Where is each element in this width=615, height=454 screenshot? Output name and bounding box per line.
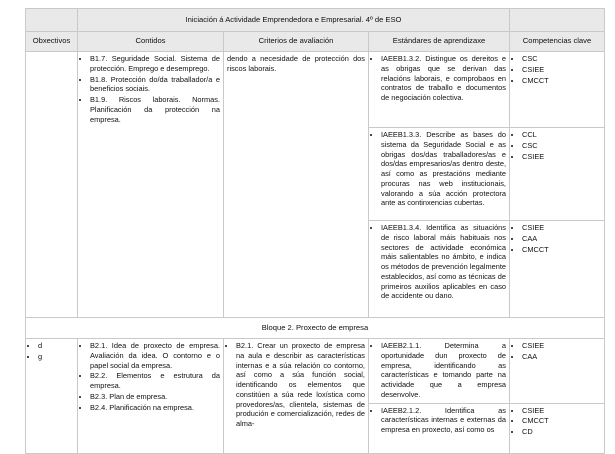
list-item: • CSC: [522, 141, 601, 151]
list-item: • B1.9. Riscos laborais. Normas. Planificación da protección na empresa.: [90, 95, 220, 124]
list-item: • CSIEE: [522, 152, 601, 162]
block-title-row: [26, 318, 605, 339]
list-item: • d: [38, 341, 74, 351]
list-item: • B1.8. Protección do/da traballador/a e beneficios sociais.: [90, 75, 220, 95]
list-item: • CAA: [522, 234, 601, 244]
header-criteria: Criterios de avaliación: [224, 32, 369, 52]
standard-list: [372, 54, 506, 103]
standard-cell: [369, 339, 510, 404]
list-item: • IAEEB1.3.4. Identifica as situacións de risco laboral máis habituais nos sectores de actividade económica máis salientables no ámbito, e indica os métodos de prevención legalmente establecidos, así como as técnicas de primeiros auxilios aplicables en caso de accidente ou dano.: [381, 223, 506, 301]
list-item: • B2.3. Plan de empresa.: [90, 392, 220, 402]
objectives-list: [29, 341, 74, 362]
criteria-list: [227, 341, 365, 429]
competencies-list: [513, 341, 601, 362]
list-item: • CMCCT: [522, 245, 601, 255]
list-item: • B1.7. Seguridade Social. Sistema de protección. Emprego e desemprego.: [90, 54, 220, 74]
list-item: • B2.4. Planificación na empresa.: [90, 403, 220, 413]
competencies-cell: [510, 52, 605, 128]
header-standards: Estándares de aprendizaxe: [369, 32, 510, 52]
contents-cell: [78, 339, 224, 454]
list-item: • CCL: [522, 130, 601, 140]
standard-list: [372, 130, 506, 208]
competencies-cell: [510, 339, 605, 404]
title-row: [26, 9, 605, 32]
contents-cell: [78, 52, 224, 318]
curriculum-table-page: [25, 8, 604, 437]
title-spacer-cell: [26, 9, 78, 32]
standard-cell: [369, 403, 510, 453]
competencies-list: [513, 54, 601, 85]
list-item: • CSIEE: [522, 65, 601, 75]
criteria-cell: dendo a necesidade de protección dos riscos laborais.: [224, 52, 369, 318]
standard-list: [372, 223, 506, 301]
list-item: • IAEEB1.3.2. Distingue os dereitos e as obrigas que se derivan das relacións laborais, e comprobaos en contratos de traballo e documentos de negociación colectiva.: [381, 54, 506, 103]
list-item: • CD: [522, 427, 601, 437]
standard-list: [372, 341, 506, 400]
header-row: [26, 32, 605, 52]
table-title: Iniciación á Actividade Emprendedora e Empresarial. 4º de ESO: [78, 9, 510, 32]
block-2-title: Bloque 2. Proxecto de empresa: [26, 318, 605, 339]
table-row: [26, 52, 605, 128]
competencies-cell: [510, 403, 605, 453]
header-competencies: Competencias clave: [510, 32, 605, 52]
competencies-list: [513, 223, 601, 254]
table-row: [26, 339, 605, 404]
list-item: • CSC: [522, 54, 601, 64]
header-objectives: Obxectivos: [26, 32, 78, 52]
list-item: • g: [38, 352, 74, 362]
title-spacer-cell: [510, 9, 605, 32]
objectives-cell: [26, 339, 78, 454]
list-item: • IAEEB1.3.3. Describe as bases do sistema da Seguridade Social e as obrigas dos/das traballadores/as e dos/das empresarios/as dentro deste, así como as prestacións mediante procuras nas web institucionais, valorando a súa acción protectora ante as continxencias cubertas.: [381, 130, 506, 208]
criteria-cell: [224, 339, 369, 454]
standard-cell: [369, 128, 510, 221]
standard-list: [372, 406, 506, 435]
standard-cell: [369, 221, 510, 318]
competencies-cell: [510, 128, 605, 221]
list-item: • CMCCT: [522, 416, 601, 426]
list-item: • B2.2. Elementos e estrutura da empresa.: [90, 371, 220, 391]
contents-list: [81, 54, 220, 124]
header-contents: Contidos: [78, 32, 224, 52]
standard-cell: [369, 52, 510, 128]
list-item: • CSIEE: [522, 406, 601, 416]
list-item: • IAEEB2.1.1. Determina a oportunidade dun proxecto de empresa, identificando as características e tomando parte na actividade que a empresa desenvolve.: [381, 341, 506, 400]
curriculum-table: [25, 8, 605, 454]
competencies-list: [513, 130, 601, 161]
competencies-cell: [510, 221, 605, 318]
list-item: • B2.1. Crear un proxecto de empresa na aula e describir as características internas e a súa relación co contorno, así como a súa función social, identificando os elementos que constitúen a súa rede loxística como provedores/as, clientela, sistemas de produción e comercialización, redes de alma-: [236, 341, 365, 429]
list-item: • CAA: [522, 352, 601, 362]
contents-list: [81, 341, 220, 412]
list-item: • CSIEE: [522, 223, 601, 233]
list-item: • B2.1. Idea de proxecto de empresa. Avaliación da idea. O contorno e o papel social da empresa.: [90, 341, 220, 370]
list-item: • IAEEB2.1.2. Identifica as características internas e externas da empresa en proxecto, así como os: [381, 406, 506, 435]
competencies-list: [513, 406, 601, 437]
list-item: • CSIEE: [522, 341, 601, 351]
list-item: • CMCCT: [522, 76, 601, 86]
objectives-cell: [26, 52, 78, 318]
